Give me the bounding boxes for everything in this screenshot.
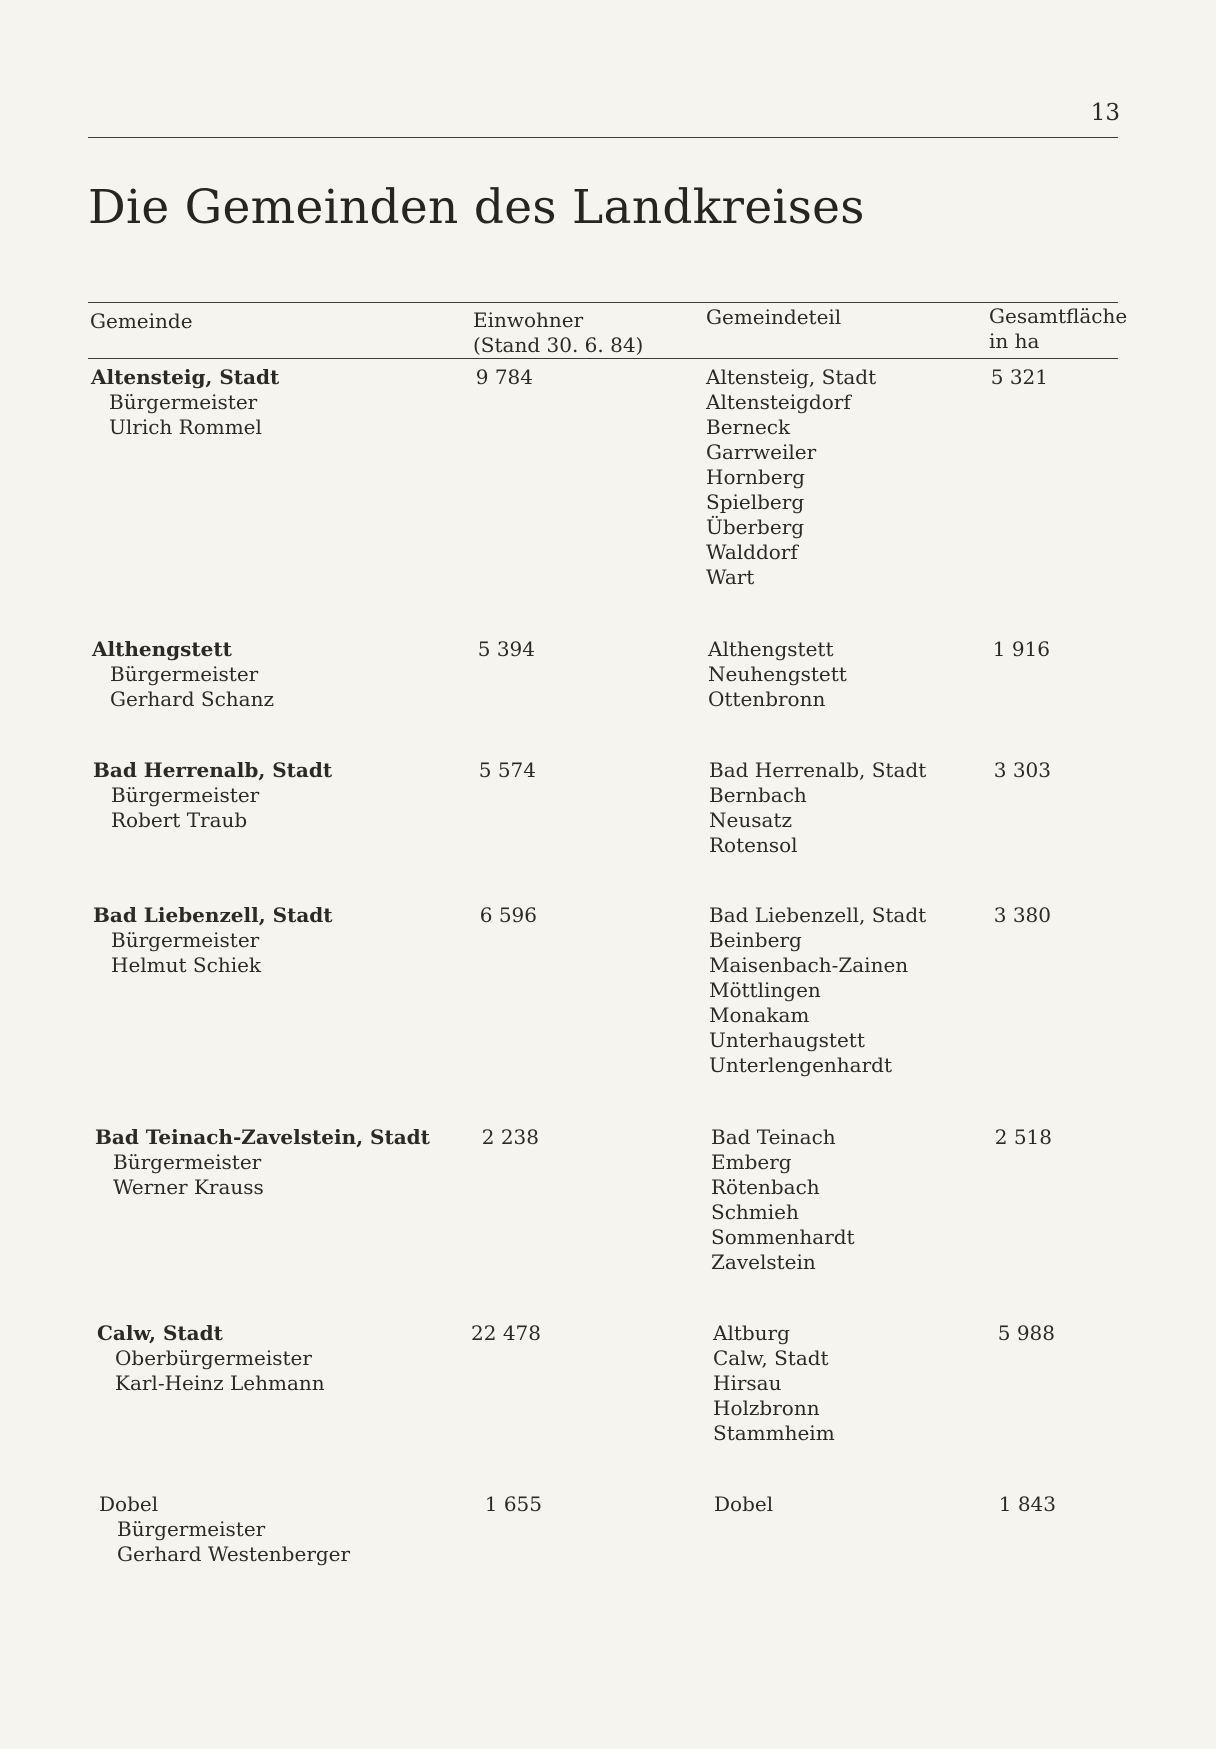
- gemeindeteil-item: Unterlengenhardt: [709, 1053, 893, 1077]
- gemeindeteil-item: Hirsau: [713, 1371, 782, 1395]
- gemeindeteil-item: Altburg: [713, 1321, 790, 1345]
- gemeinde-cell: [95, 1125, 430, 1200]
- mayor-name: Helmut Schiek: [111, 953, 262, 977]
- gemeinde-cell: [99, 1492, 350, 1567]
- mayor-title: Bürgermeister: [111, 928, 260, 952]
- gemeindeteil-item: Zavelstein: [711, 1250, 816, 1274]
- gemeindeteil-item: Altensteig, Stadt: [706, 365, 877, 389]
- gemeinde-name: Bad Liebenzell, Stadt: [93, 903, 333, 927]
- page-number: 13: [1090, 100, 1120, 126]
- mayor-name: Karl-Heinz Lehmann: [115, 1371, 325, 1395]
- gemeindeteil-item: Calw, Stadt: [713, 1346, 829, 1370]
- einwohner-value: 1 655: [484, 1492, 542, 1516]
- gemeinde-name: Bad Herrenalb, Stadt: [93, 758, 333, 782]
- gemeindeteil-list: [708, 637, 847, 712]
- gemeindeteil-list: [706, 365, 876, 590]
- gemeindeteil-item: Bernbach: [709, 783, 807, 807]
- einwohner-value: 6 596: [479, 903, 537, 927]
- gemeinde-name: Bad Teinach-Zavelstein, Stadt: [95, 1125, 430, 1149]
- gemeindeteil-list: [713, 1321, 835, 1446]
- gemeindeteil-item: Rotensol: [709, 833, 798, 857]
- mayor-name: Gerhard Westenberger: [117, 1542, 351, 1566]
- mayor-name: Ulrich Rommel: [109, 415, 262, 439]
- gemeindeteil-item: Möttlingen: [709, 978, 821, 1002]
- gemeindeteil-item: Ottenbronn: [708, 687, 826, 711]
- gemeinde-name: Calw, Stadt: [97, 1321, 223, 1345]
- gemeindeteil-item: Rötenbach: [711, 1175, 820, 1199]
- gemeindeteil-item: Walddorf: [706, 540, 798, 564]
- mayor-title: Oberbürgermeister: [115, 1346, 312, 1370]
- gemeindeteil-list: [709, 758, 926, 858]
- mayor-title: Bürgermeister: [117, 1517, 266, 1541]
- gemeindeteil-list: [709, 903, 926, 1078]
- gemeindeteil-item: Beinberg: [709, 928, 802, 952]
- column-header-einwohner-line1: Einwohner: [473, 308, 584, 332]
- table-top-rule: [88, 302, 1118, 303]
- column-header-gemeinde: Gemeinde: [90, 309, 193, 333]
- gemeindeteil-item: Unterhaugstett: [709, 1028, 865, 1052]
- gemeindeteil-item: Neusatz: [709, 808, 792, 832]
- gemeinde-cell: [93, 903, 333, 978]
- gemeindeteil-item: Berneck: [706, 415, 791, 439]
- gemeindeteil-item: Holzbronn: [713, 1396, 820, 1420]
- flaeche-value: 3 380: [993, 903, 1051, 927]
- column-header-gemeindeteil: Gemeindeteil: [706, 305, 842, 329]
- table-header-rule: [88, 358, 1118, 359]
- einwohner-value: 5 394: [477, 637, 535, 661]
- mayor-title: Bürgermeister: [110, 662, 259, 686]
- flaeche-value: 5 988: [997, 1321, 1055, 1345]
- column-header-flaeche: [989, 304, 1127, 354]
- flaeche-value: 5 321: [990, 365, 1048, 389]
- gemeinde-name: Dobel: [99, 1492, 159, 1516]
- einwohner-value: 9 784: [475, 365, 533, 389]
- gemeindeteil-item: Stammheim: [713, 1421, 835, 1445]
- gemeindeteil-item: Altensteigdorf: [706, 390, 851, 414]
- mayor-title: Bürgermeister: [113, 1150, 262, 1174]
- column-header-einwohner: [473, 308, 643, 358]
- gemeindeteil-item: Emberg: [711, 1150, 792, 1174]
- gemeinde-name: Althengstett: [92, 637, 232, 661]
- gemeinde-cell: [93, 758, 332, 833]
- gemeindeteil-list: [711, 1125, 855, 1275]
- mayor-title: Bürgermeister: [109, 390, 258, 414]
- flaeche-value: 1 843: [998, 1492, 1056, 1516]
- gemeindeteil-item: Überberg: [706, 515, 805, 539]
- mayor-name: Gerhard Schanz: [110, 687, 275, 711]
- gemeindeteil-item: Wart: [706, 565, 755, 589]
- flaeche-value: 3 303: [993, 758, 1051, 782]
- gemeindeteil-item: Spielberg: [706, 490, 805, 514]
- gemeindeteil-item: Neuhengstett: [708, 662, 847, 686]
- flaeche-value: 2 518: [994, 1125, 1052, 1149]
- header-rule: [88, 137, 1118, 138]
- gemeinde-name: Altensteig, Stadt: [91, 365, 280, 389]
- gemeindeteil-item: Hornberg: [706, 465, 805, 489]
- mayor-title: Bürgermeister: [111, 783, 260, 807]
- einwohner-value: 2 238: [481, 1125, 539, 1149]
- gemeindeteil-item: Althengstett: [708, 637, 834, 661]
- gemeindeteil-item: Bad Liebenzell, Stadt: [709, 903, 927, 927]
- page-title: Die Gemeinden des Landkreises: [88, 180, 865, 235]
- gemeindeteil-item: Monakam: [709, 1003, 810, 1027]
- gemeindeteil-item: Sommenhardt: [711, 1225, 855, 1249]
- gemeindeteil-item: Maisenbach-Zainen: [709, 953, 909, 977]
- einwohner-value: 5 574: [478, 758, 536, 782]
- gemeinde-cell: [92, 637, 274, 712]
- gemeindeteil-item: Dobel: [714, 1492, 774, 1516]
- gemeinde-cell: [97, 1321, 325, 1396]
- flaeche-value: 1 916: [992, 637, 1050, 661]
- gemeindeteil-item: Bad Herrenalb, Stadt: [709, 758, 927, 782]
- gemeindeteil-item: Schmieh: [711, 1200, 799, 1224]
- mayor-name: Werner Krauss: [113, 1175, 264, 1199]
- gemeindeteil-item: Bad Teinach: [711, 1125, 836, 1149]
- column-header-flaeche-line2: in ha: [989, 329, 1040, 353]
- gemeinde-cell: [91, 365, 279, 440]
- gemeindeteil-list: [714, 1492, 773, 1517]
- gemeindeteil-item: Garrweiler: [706, 440, 817, 464]
- column-header-flaeche-line1: Gesamtfläche: [989, 304, 1128, 328]
- column-header-einwohner-line2: (Stand 30. 6. 84): [473, 333, 644, 357]
- mayor-name: Robert Traub: [111, 808, 248, 832]
- einwohner-value: 22 478: [471, 1321, 541, 1345]
